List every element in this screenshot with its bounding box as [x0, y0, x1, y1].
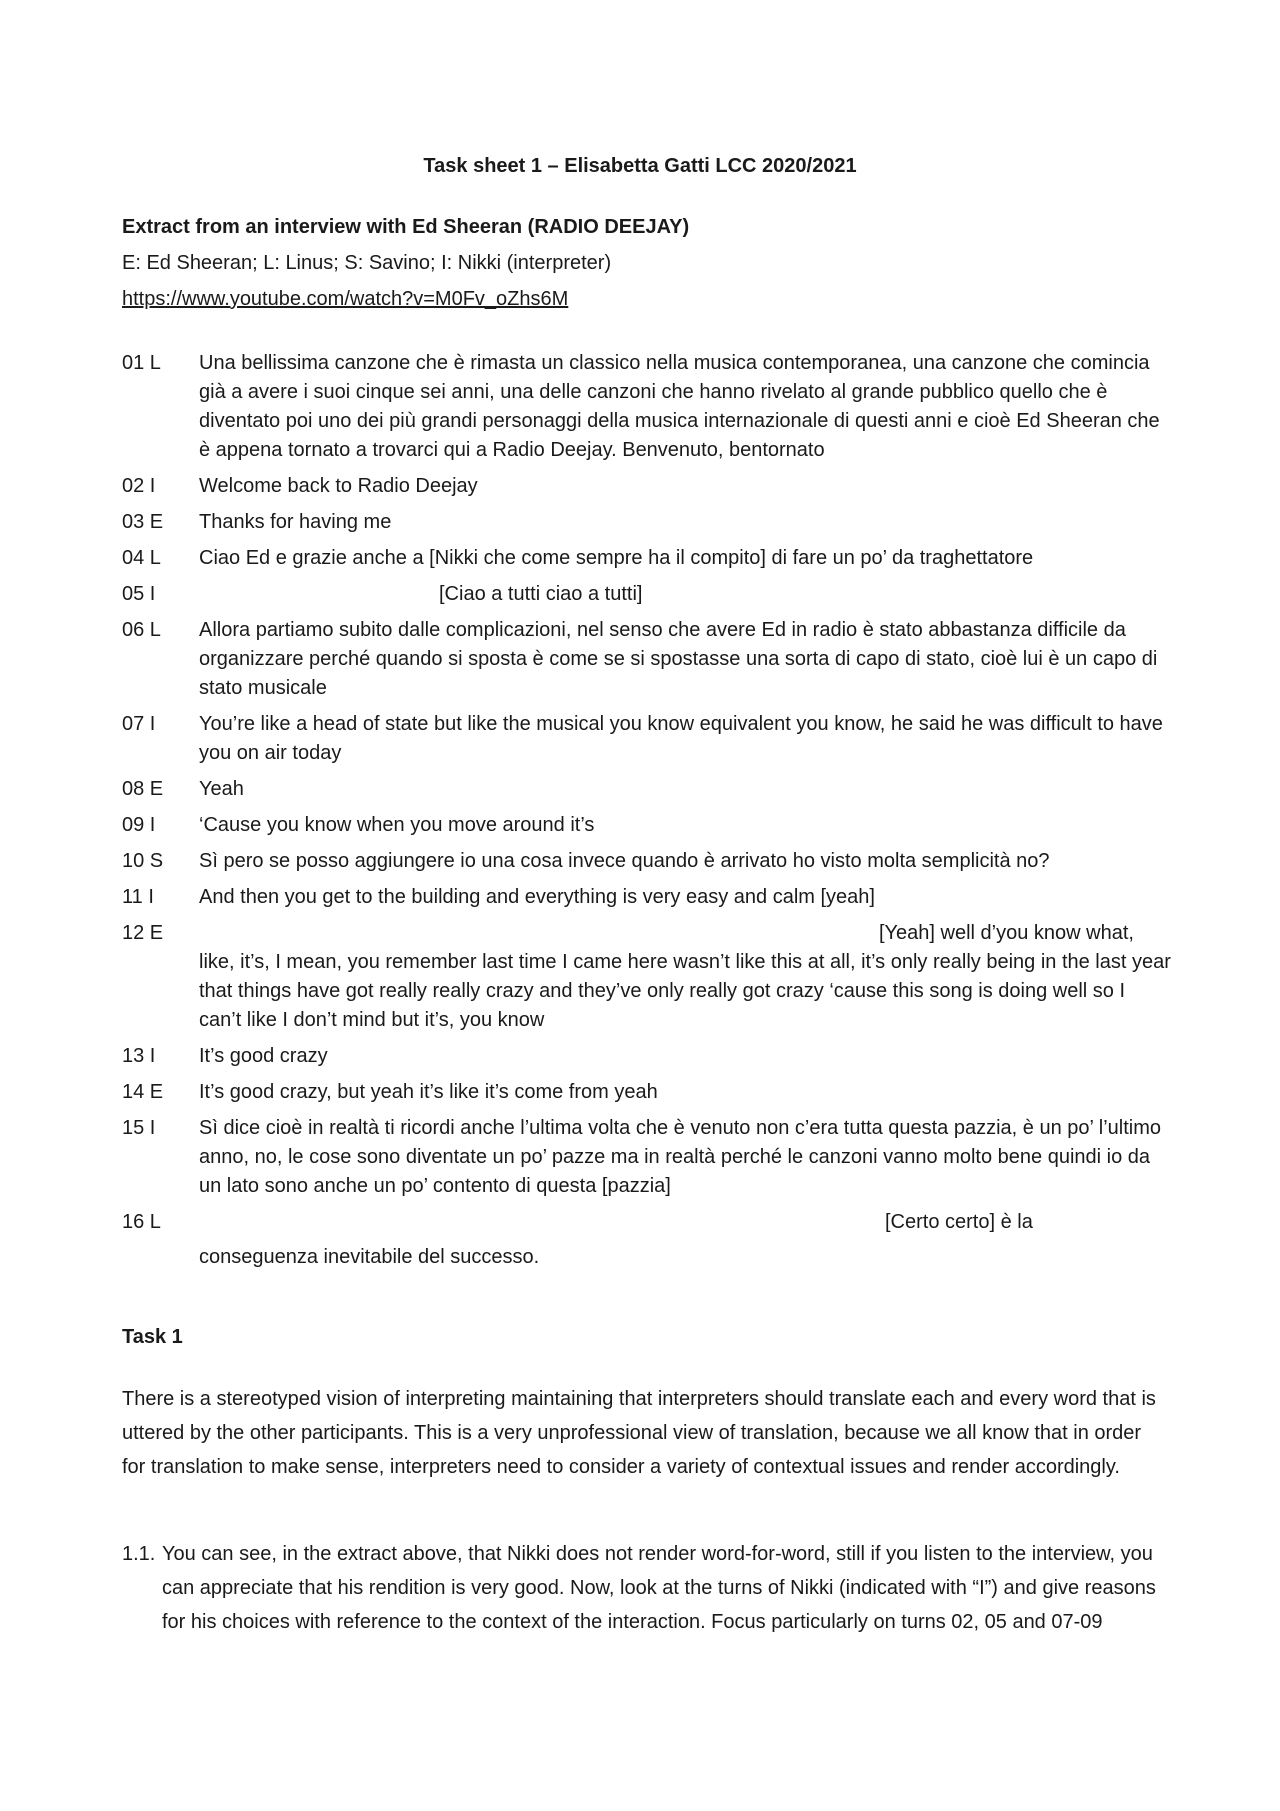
turn-text: Yeah [199, 778, 244, 800]
extract-header [122, 209, 1162, 317]
transcript-turn [122, 811, 1172, 840]
turn-text [199, 1208, 1172, 1272]
transcript-turn [122, 1208, 1172, 1272]
turn-text: It’s good crazy [199, 1045, 328, 1067]
transcript-turn [122, 883, 1172, 912]
transcript-turn [122, 544, 1172, 573]
turn-id: 09 I [122, 814, 156, 836]
turn-id: 06 L [122, 619, 161, 641]
turn-text-overlap: [Certo certo] è la [885, 1211, 1033, 1233]
turn-id: 12 E [122, 922, 164, 944]
transcript [122, 349, 1172, 1279]
turn-id: 13 I [122, 1045, 156, 1067]
transcript-turn [122, 472, 1172, 501]
turn-id: 14 E [122, 1081, 164, 1103]
transcript-turn [122, 775, 1172, 804]
transcript-turn [122, 919, 1172, 1035]
transcript-turn [122, 710, 1172, 768]
turn-id: 03 E [122, 511, 164, 533]
turn-text-continuation: like, it’s, I mean, you remember last time I came here wasn’t like this at all, it’s only really being in the last year that things have got really really crazy and they’ve only really got crazy ‘cause this song is doing well so I can’t like I don’t mind but it’s, you know [199, 951, 1171, 1031]
transcript-turn [122, 1078, 1172, 1107]
document-title: Task sheet 1 – Elisabetta Gatti LCC 2020/2021 [423, 155, 857, 177]
transcript-turn [122, 580, 1172, 609]
turn-text: And then you get to the building and everything is very easy and calm [yeah] [199, 886, 875, 908]
turn-text: Welcome back to Radio Deejay [199, 475, 478, 497]
source-link[interactable]: https://www.youtube.com/watch?v=M0Fv_oZhs6M [122, 288, 569, 310]
turn-id: 11 I [122, 886, 154, 908]
turn-text: [Ciao a tutti ciao a tutti] [439, 583, 643, 605]
turn-id: 05 I [122, 583, 156, 605]
transcript-turn [122, 847, 1172, 876]
task-item-text: You can see, in the extract above, that Nikki does not render word-for-word, still if you listen to the interview, you can appreciate that his rendition is very good. Now, look at the turns of Nikki (indicated with “I”) and give reasons for his choices with reference to the context of the interaction. Focus particularly on turns 02, 05 and 07-09 [162, 1543, 1156, 1633]
task-item-number: 1.1. [122, 1543, 156, 1565]
turn-text: Allora partiamo subito dalle complicazioni, nel senso che avere Ed in radio è stato abbastanza difficile da organizzare perché quando si sposta è come se si spostasse una sorta di capo di stato, cioè lui è un capo di stato musicale [199, 619, 1158, 699]
transcript-turn [122, 349, 1172, 465]
turn-text: Sì pero se posso aggiungere io una cosa invece quando è arrivato ho visto molta semplicità no? [199, 850, 1050, 872]
turn-id: 16 L [122, 1211, 161, 1233]
task-item [122, 1537, 1162, 1639]
speakers-line: E: Ed Sheeran; L: Linus; S: Savino; I: Nikki (interpreter) [122, 252, 612, 274]
task-heading: Task 1 [122, 1326, 183, 1348]
extract-heading: Extract from an interview with Ed Sheeran (RADIO DEEJAY) [122, 216, 690, 238]
turn-id: 08 E [122, 778, 164, 800]
turn-id: 01 L [122, 352, 161, 374]
turn-text: Thanks for having me [199, 511, 392, 533]
turn-text-overlap: [Yeah] well d’you know what, [879, 922, 1134, 944]
turn-id: 02 I [122, 475, 156, 497]
turn-text: Ciao Ed e grazie anche a [Nikki che come sempre ha il compito] di fare un po’ da traghettatore [199, 547, 1034, 569]
turn-text-continuation: conseguenza inevitabile del successo. [199, 1246, 540, 1268]
turn-text: Sì dice cioè in realtà ti ricordi anche l’ultima volta che è venuto non c’era tutta questa pazzia, è un po’ l’ultimo anno, no, le cose sono diventate un po’ pazze ma in realtà perché le canzoni vanno molto bene quindi io da un lato sono anche un po’ contento di questa [pazzia] [199, 1117, 1162, 1197]
transcript-turn [122, 508, 1172, 537]
transcript-turn [122, 616, 1172, 703]
turn-text: ‘Cause you know when you move around it’s [199, 814, 595, 836]
turn-id: 15 I [122, 1117, 156, 1139]
turn-text [199, 919, 1172, 1035]
transcript-turn [122, 1114, 1172, 1201]
transcript-turn [122, 1042, 1172, 1071]
turn-id: 10 S [122, 850, 164, 872]
turn-id: 07 I [122, 713, 156, 735]
task-paragraph: There is a stereotyped vision of interpreting maintaining that interpreters should translate each and every word that is uttered by the other participants. This is a very unprofessional view of translation, because we all know that in order for translation to make sense, interpreters need to consider a variety of contextual issues and render accordingly. [122, 1388, 1156, 1478]
turn-text: It’s good crazy, but yeah it’s like it’s come from yeah [199, 1081, 658, 1103]
turn-text: You’re like a head of state but like the musical you know equivalent you know, he said he was difficult to have you on air today [199, 713, 1163, 764]
turn-text: Una bellissima canzone che è rimasta un classico nella musica contemporanea, una canzone che comincia già a avere i suoi cinque sei anni, una delle canzoni che hanno rivelato al grande pubblico quello che è diventato poi uno dei più grandi personaggi della musica internazionale di questi anni e cioè Ed Sheeran che è appena tornato a trovarci qui a Radio Deejay. Benvenuto, bentornato [199, 352, 1160, 461]
turn-id: 04 L [122, 547, 161, 569]
